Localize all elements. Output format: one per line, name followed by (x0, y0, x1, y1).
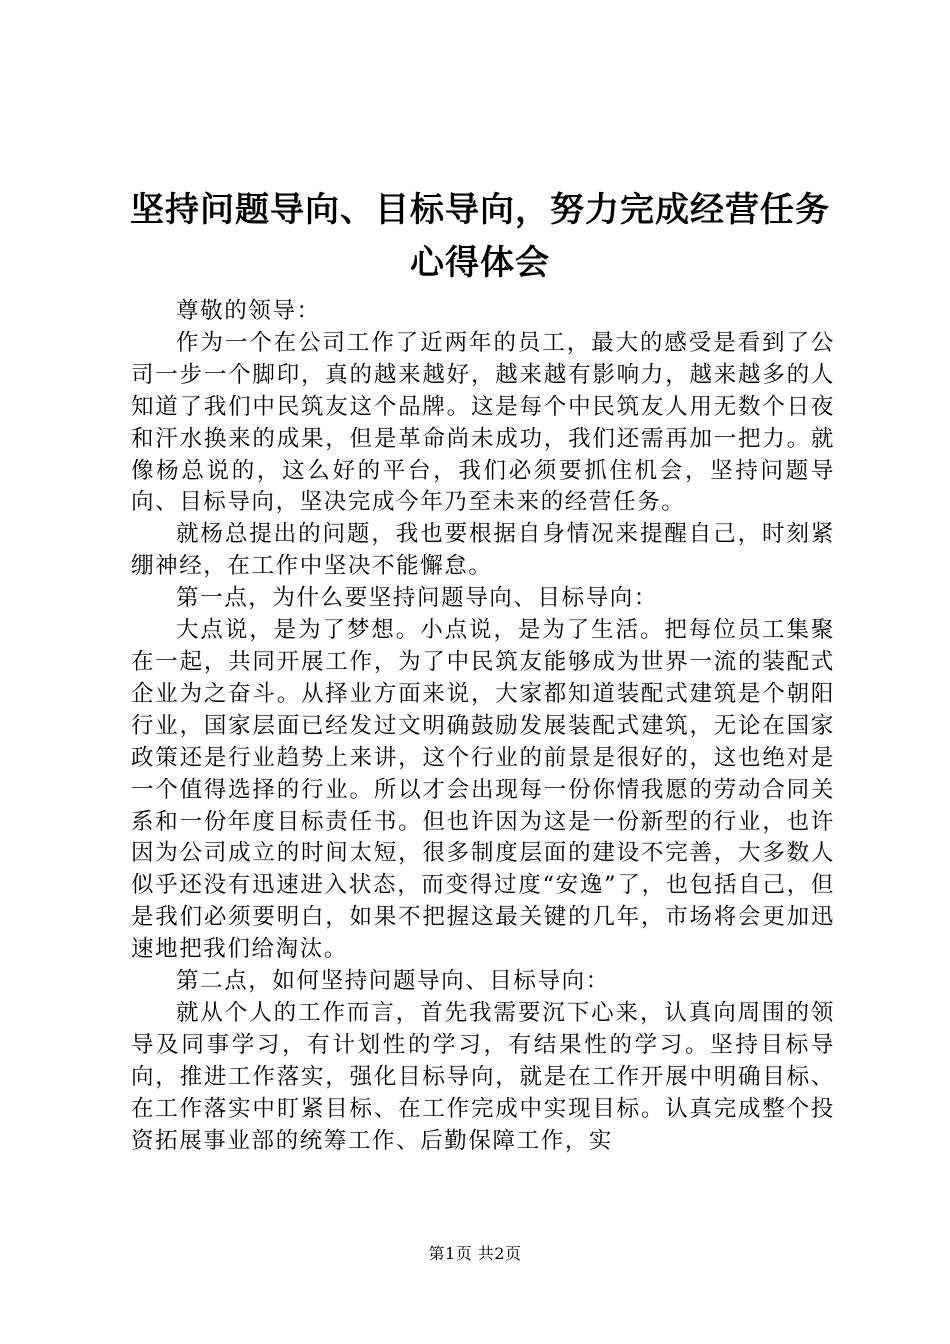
document-title-line-2: 心得体会 (410, 243, 550, 283)
document-title-line-1: 坚持问题导向、目标导向，努力完成经营任务 (130, 190, 830, 230)
paragraph: 大点说，是为了梦想。小点说，是为了生活。把每位员工集聚在一起，共同开展工作，为了中民筑友能够成为世界一流的装配式企业为之奋斗。从择业方面来说，大家都知道装配式建筑是个朝阳行业，国家层面已经发过文明确鼓励发展装配式建筑，无论在国家政策还是行业趋势上来讲，这个行业的前景是很好的，这也绝对是一个值得选择的行业。所以才会出现每一份你情我愿的劳动合同关系和一份年度目标责任书。但也许因为这是一份新型的行业，也许因为公司成立的时间太短，很多制度层面的建设不完善，大多数人似乎还没有迅速进入状态，而变得过度“安逸”了，也包括自己，但是我们必须要明白，如果不把握这最关键的几年，市场将会更加迅速地把我们给淘汰。 (131, 617, 835, 963)
salutation: 尊敬的领导： (176, 298, 321, 324)
document-body (131, 296, 835, 1157)
paragraph: 作为一个在公司工作了近两年的员工，最大的感受是看到了公司一步一个脚印，真的越来越好，越来越有影响力，越来越多的人知道了我们中民筑友这个品牌。这是每个中民筑友人用无数个日夜和汗水换来的成果，但是革命尚未成功，我们还需再加一把力。就像杨总说的，这么好的平台，我们必须要抓住机会，坚持问题导向、目标导向，坚决完成今年乃至未来的经营任务。 (131, 329, 835, 516)
paragraph: 就杨总提出的问题，我也要根据自身情况来提醒自己，时刻紧绷神经，在工作中坚决不能懈怠。 (131, 521, 835, 580)
paragraph: 就从个人的工作而言，首先我需要沉下心来，认真向周围的领导及同事学习，有计划性的学习，有结果性的学习。坚持目标导向，推进工作落实，强化目标导向，就是在工作开展中明确目标、在工作落实中盯紧目标、在工作完成中实现目标。认真完成整个投资拓展事业部的统筹工作、后勤保障工作，实 (131, 999, 835, 1154)
section-heading: 第一点，为什么要坚持问题导向、目标导向： (176, 585, 659, 612)
page-footer: 第1页 共2页 (428, 1244, 522, 1263)
section-heading: 第二点，如何坚持问题导向、目标导向： (176, 968, 610, 995)
